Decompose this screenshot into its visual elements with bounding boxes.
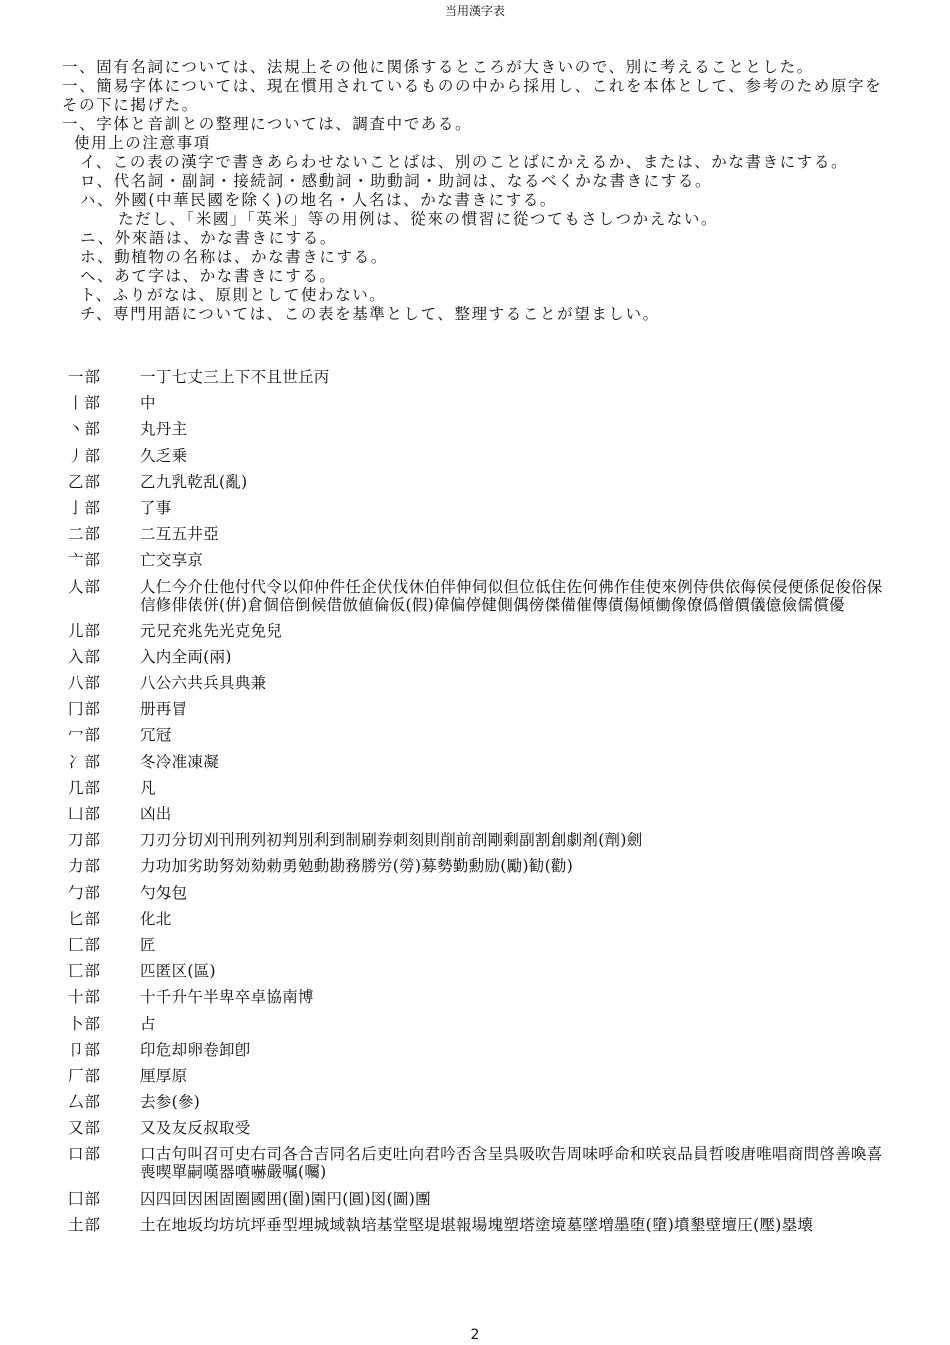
radical-characters: 口古句叫召可史右司各合吉同名后吏吐向君吟否含呈呉吸吹告周味呼命和咲哀品員哲唆唐唯唱商問啓善喚喜喪喫單嗣嘆器噴嚇嚴嘱(囑) [140, 1145, 883, 1182]
note-line: 一、字体と音訓との整理については、調査中である。 [62, 115, 473, 133]
radical-label: 冫部 [68, 752, 102, 771]
radical-label: 土部 [68, 1215, 102, 1234]
radical-characters: 化北 [140, 909, 172, 928]
radical-label: 冖部 [68, 726, 102, 745]
radical-row [68, 1067, 888, 1085]
radical-characters: 元兄充兆先光克免兒 [140, 621, 283, 640]
radical-row [68, 831, 888, 849]
radical-characters: 凶出 [140, 805, 172, 823]
radical-row [68, 726, 888, 744]
radical-row [68, 1093, 888, 1111]
radical-label: 凵部 [68, 805, 102, 823]
note-line: イ、この表の漢字で書きあらわせないことばは、別のことばにかえるか、または、かな書きにする。 [80, 153, 849, 171]
radical-label: 几部 [68, 778, 102, 797]
radical-row [68, 499, 888, 517]
radical-characters: 印危却卵卷卸卽 [140, 1040, 251, 1059]
note-line: ニ、外來語は、かな書きにする。 [80, 229, 337, 247]
radical-label: 丨部 [68, 394, 102, 413]
radical-label: 一部 [68, 368, 102, 386]
radical-label: 丿部 [68, 446, 102, 465]
note-line: 使用上の注意事項 [74, 134, 211, 152]
radical-label: 卜部 [68, 1014, 102, 1033]
radical-characters: 凡 [140, 778, 156, 797]
radical-row [68, 674, 888, 692]
radical-row [68, 648, 888, 666]
radical-characters: 册再冒 [140, 700, 188, 719]
note-line: チ、専門用語については、この表を基準として、整理することが望ましい。 [80, 305, 660, 323]
radical-row [68, 1119, 888, 1137]
radical-label: 口部 [68, 1145, 102, 1164]
radical-characters: 冬冷准凍凝 [140, 752, 220, 771]
radical-row [68, 779, 888, 797]
radical-label: 二部 [68, 525, 102, 544]
radical-label: 厂部 [68, 1066, 102, 1085]
radical-label: 囗部 [68, 1189, 102, 1208]
radical-characters: 二互五井亞 [140, 525, 220, 544]
radical-label: 人部 [68, 577, 102, 596]
radical-label: 厶部 [68, 1093, 102, 1112]
radical-characters: 匹匿区(區) [140, 962, 216, 981]
radical-characters: 去参(參) [140, 1093, 201, 1112]
radical-row [68, 884, 888, 902]
radical-characters: 厘厚原 [140, 1066, 188, 1085]
radical-characters: 乙九乳乾乱(亂) [140, 472, 248, 491]
radical-characters: 力功加劣助努効劾勅勇勉動勘務勝労(勞)募勢勤勳励(勵)勧(勸) [140, 857, 574, 876]
radical-characters: 土在地坂均坊坑坪垂型埋城域執培基堂堅堤堪報場塊塑塔塗境墓墜増墨堕(墮)墳墾壁壇圧(壓)塁壊 [140, 1215, 814, 1234]
radical-characters: 入内全両(兩) [140, 647, 232, 666]
radical-label: 丶部 [68, 420, 102, 439]
radical-characters: 刀刃分切刈刊刑列初判別利到制刷券刺刻則削前剖剛剩副割創劇剤(劑)劍 [140, 831, 643, 850]
radical-label: 匕部 [68, 909, 102, 928]
radical-characters: 冗冠 [140, 726, 172, 745]
radical-label: 儿部 [68, 621, 102, 640]
radical-label: 亅部 [68, 498, 102, 517]
note-line: ト、ふりがなは、原則として使わない。 [80, 286, 387, 304]
radical-row [68, 551, 888, 569]
radical-label: 刀部 [68, 831, 102, 850]
radical-row [68, 578, 888, 614]
note-line: 一、簡易字体については、現在慣用されているものの中から採用し、これを本体として、参考のため原字をその下に掲げた。 [62, 77, 883, 114]
radical-row [68, 394, 888, 412]
radical-row [68, 700, 888, 718]
radical-row [68, 805, 888, 823]
radical-row [68, 936, 888, 954]
radical-characters: 匠 [140, 935, 156, 954]
radical-table [68, 368, 888, 1242]
note-line: ヘ、あて字は、かな書きにする。 [80, 267, 337, 285]
radical-characters: 十千升午半卑卒卓協南博 [140, 988, 314, 1007]
radical-characters: 一丁七丈三上下不且世丘丙 [140, 368, 330, 386]
radical-characters: 人仁今介仕他付代令以仰仲件任企伏伐休伯伴伸伺似但位低住佐何佛作佳使來例侍供依侮侯侵便係促俊俗保信修俳俵併(倂)倉個倍倒候借倣値倫仮(假)偉偏停健側偶傍傑備催傳債傷傾働像僚僞僧價儀億儉儒償優 [140, 577, 883, 614]
radical-row [68, 420, 888, 438]
radical-label: 亠部 [68, 551, 102, 570]
radical-label: 入部 [68, 647, 102, 666]
radical-characters: 亡交享京 [140, 551, 204, 570]
radical-row [68, 368, 888, 386]
radical-row [68, 1041, 888, 1059]
radical-characters: 了事 [140, 498, 172, 517]
radical-label: 匚部 [68, 935, 102, 954]
radical-row [68, 447, 888, 465]
radical-label: 匸部 [68, 962, 102, 981]
radical-row [68, 1145, 888, 1181]
page-number: 2 [470, 1327, 480, 1343]
radical-characters: 八公六共兵具典兼 [140, 674, 267, 693]
radical-label: 八部 [68, 674, 102, 693]
radical-characters: 占 [140, 1014, 156, 1033]
note-line: 一、固有名詞については、法規上その他に関係するところが大きいので、別に考えることとした。 [62, 58, 814, 76]
radical-label: 勹部 [68, 883, 102, 902]
radical-characters: 又及友反叔取受 [140, 1119, 251, 1138]
radical-row [68, 910, 888, 928]
radical-row [68, 753, 888, 771]
radical-characters: 丸丹主 [140, 420, 188, 439]
radical-row [68, 1015, 888, 1033]
radical-characters: 勺匁包 [140, 883, 188, 902]
note-line: ロ、代名詞・副詞・接続詞・感動詞・助動詞・助詞は、なるべくかな書きにする。 [80, 172, 713, 190]
radical-label: 力部 [68, 857, 102, 876]
radical-row [68, 857, 888, 875]
radical-characters: 久乏乗 [140, 446, 188, 465]
radical-row [68, 473, 888, 491]
radical-row [68, 1190, 888, 1208]
note-line: ホ、動植物の名称は、かな書きにする。 [80, 248, 388, 266]
note-line: ハ、外國(中華民國を除く)の地名・人名は、かな書きにする。 [80, 191, 557, 209]
note-line: ただし、「米國」「英米」等の用例は、從來の慣習に從つてもさしつかえない。 [118, 210, 719, 228]
radical-row [68, 622, 888, 640]
radical-characters: 中 [140, 394, 156, 413]
radical-label: 十部 [68, 988, 102, 1007]
radical-label: 冂部 [68, 700, 102, 719]
radical-row [68, 962, 888, 980]
radical-row [68, 988, 888, 1006]
notes-section [62, 58, 892, 324]
radical-label: 乙部 [68, 472, 102, 491]
radical-characters: 囚四回因困固圈國囲(圍)園円(圓)図(圖)團 [140, 1189, 431, 1208]
document-header: 当用漢字表 [444, 4, 505, 18]
radical-row [68, 525, 888, 543]
radical-label: 卩部 [68, 1040, 102, 1059]
radical-row [68, 1216, 888, 1234]
radical-label: 又部 [68, 1119, 102, 1138]
